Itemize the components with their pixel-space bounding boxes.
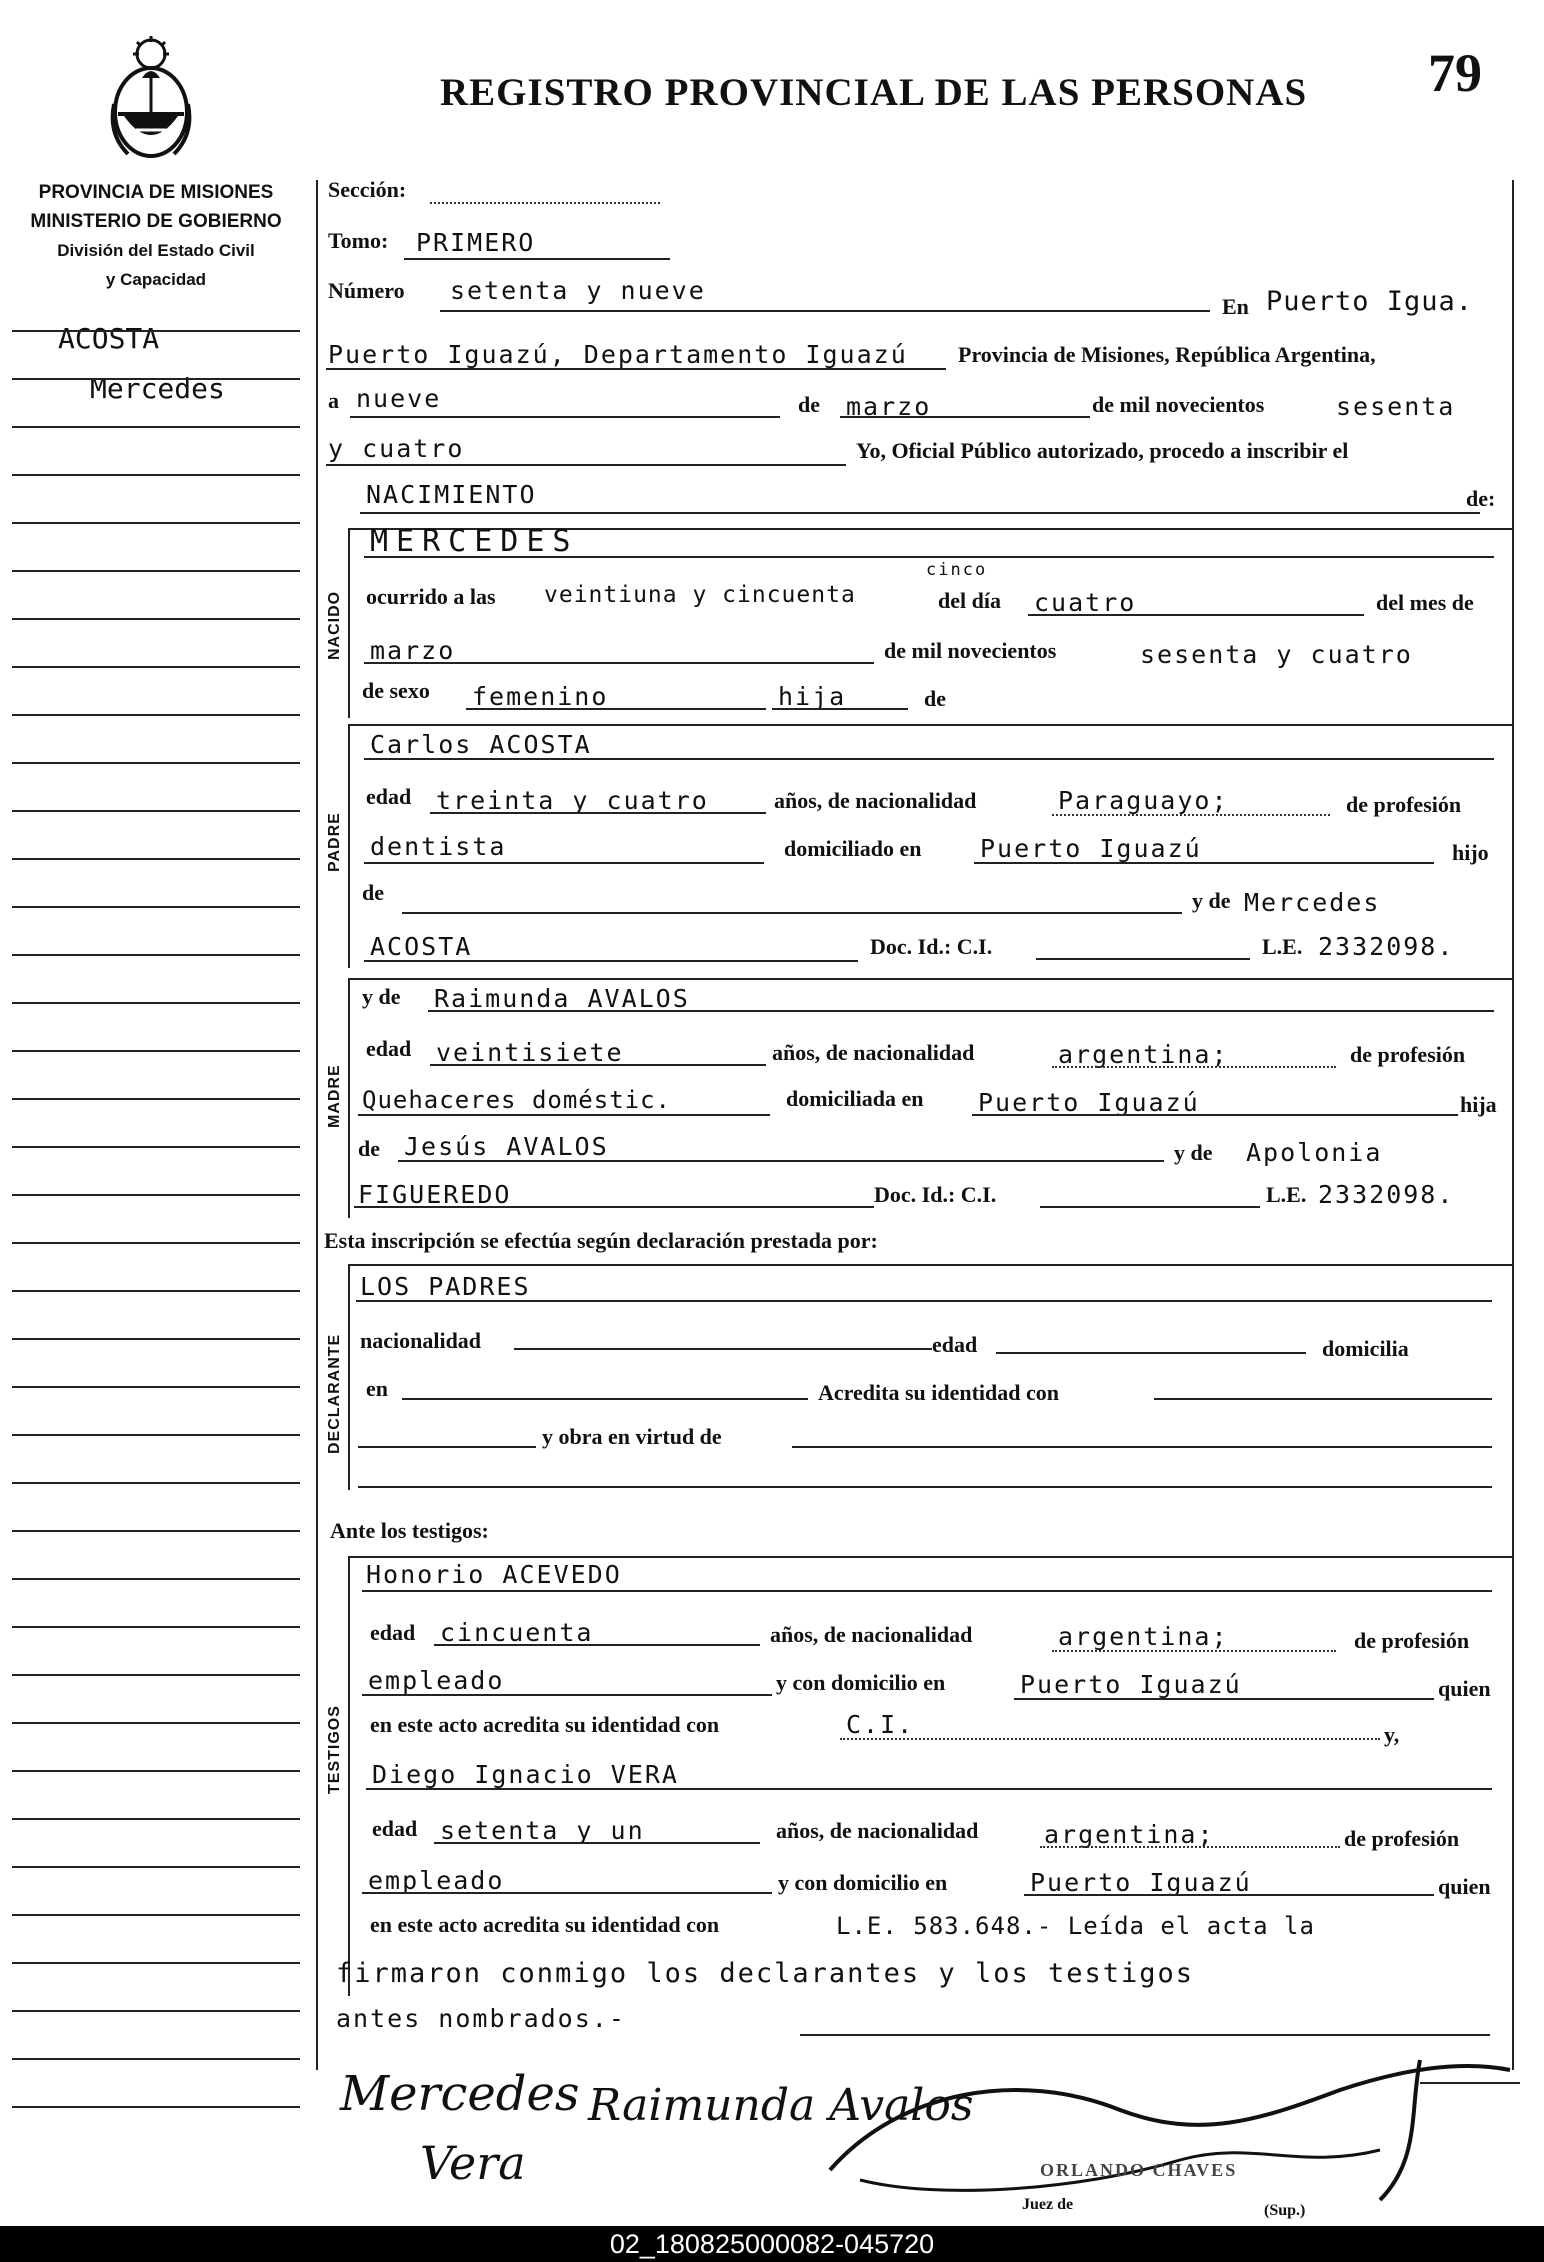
- mes-nac-line: [364, 662, 874, 664]
- anio-nac-value: sesenta y cuatro: [1140, 640, 1413, 669]
- margin-rule: [12, 1194, 300, 1196]
- madre-y-de-label: y de: [362, 984, 401, 1009]
- signature-mercedes: Mercedes: [340, 2066, 580, 2122]
- testigos-section-label: TESTIGOS: [326, 1705, 343, 1794]
- declarante-line: [356, 1300, 1492, 1302]
- declarante-section-label: DECLARANTE: [326, 1333, 343, 1454]
- padre-madre-line: [364, 960, 858, 962]
- margin-given-name: Mercedes: [90, 372, 225, 405]
- madre-madre-value-end: FIGUEREDO: [358, 1180, 512, 1209]
- margin-rule: [12, 1962, 300, 1964]
- madre-nombre-line: [428, 1010, 1494, 1012]
- de-mil2-label: de mil novecientos: [884, 638, 1057, 663]
- margin-rule: [12, 522, 300, 524]
- margin-rule: [12, 810, 300, 812]
- padre-nombre-value: Carlos ACOSTA: [370, 730, 592, 759]
- margin-rule: [12, 954, 300, 956]
- office-ministry: MINISTERIO DE GOBIERNO: [30, 211, 282, 232]
- form-right-border: [1512, 180, 1514, 2070]
- cierre-line-1: firmaron conmigo los declarantes y los testigos: [336, 1958, 1195, 1989]
- margin-rule: [12, 666, 300, 668]
- margin-rule: [12, 2058, 300, 2060]
- declarante-edad-line: [996, 1352, 1306, 1354]
- testigo1-edad-value: cincuenta: [440, 1618, 594, 1647]
- seccion-label: Sección:: [328, 177, 407, 202]
- testigo1-anios-label: años, de nacionalidad: [770, 1622, 973, 1647]
- padre-domiciliado-label: domiciliado en: [784, 836, 922, 861]
- dia-value: nueve: [356, 384, 442, 413]
- folio-number: 79: [1428, 43, 1482, 103]
- page-title: REGISTRO PROVINCIAL DE LAS PERSONAS: [440, 71, 1308, 114]
- testigo2-acredita-label: en este acto acredita su identidad con: [370, 1912, 720, 1937]
- testigos-top-border: [348, 1556, 1512, 1558]
- anio-value-end: y cuatro: [328, 434, 465, 463]
- padre-dom-value: Puerto Iguazú: [980, 834, 1202, 863]
- declarante-left-border: [348, 1264, 350, 1490]
- madre-edad-label: edad: [366, 1036, 412, 1061]
- madre-section-label: MADRE: [326, 1064, 343, 1128]
- madre-prof-value: Quehaceres doméstic.: [362, 1086, 671, 1114]
- numero-value: setenta y nueve: [450, 276, 706, 305]
- testigo1-dom-value: Puerto Iguazú: [1020, 1670, 1242, 1699]
- mes-line: [840, 416, 1090, 418]
- margin-rule: [12, 2010, 300, 2012]
- testigo2-nac-line: [1040, 1846, 1340, 1848]
- madre-prof-line: [358, 1114, 770, 1116]
- margin-surname: ACOSTA: [58, 322, 160, 355]
- margin-rule: [12, 426, 300, 428]
- padre-left-border: [348, 724, 350, 968]
- signature-raimunda: Raimunda Avalos: [588, 2080, 974, 2131]
- sup-label: (Sup.): [1264, 2202, 1306, 2219]
- declarante-value: LOS PADRES: [360, 1272, 531, 1301]
- testigo1-nac-line: [1052, 1650, 1336, 1652]
- hora-value: veintiuna y cincuenta: [544, 582, 856, 608]
- dia-nac-value: cuatro: [1034, 588, 1137, 617]
- padre-le-value: 2332098.: [1318, 932, 1455, 961]
- anio-value-start: sesenta: [1336, 392, 1456, 421]
- de-colon-label: de:: [1466, 486, 1496, 511]
- testigo2-nac-value: argentina;: [1044, 1820, 1215, 1849]
- sexo-value: femenino: [472, 682, 609, 711]
- numero-label: Número: [328, 278, 405, 303]
- testigo1-id-line: [840, 1738, 1380, 1740]
- declarante-bottom-line: [358, 1486, 1492, 1488]
- margin-rule: [12, 1818, 300, 1820]
- margin-rule: [12, 1770, 300, 1772]
- tomo-value: PRIMERO: [416, 228, 536, 257]
- cierre-line-2: antes nombrados.-: [336, 2004, 626, 2033]
- del-dia-label: del día: [938, 588, 1001, 613]
- margin-rule: [12, 1338, 300, 1340]
- testigo2-dom-line: [1024, 1894, 1434, 1896]
- declarante-acredita-line: [1154, 1398, 1492, 1400]
- padre-edad-label: edad: [366, 784, 412, 809]
- padre-de-label: de: [362, 880, 384, 905]
- de-sexo-label: de sexo: [362, 678, 430, 703]
- document-id-bar: 02_180825000082-045720: [0, 2226, 1544, 2262]
- argentine-coat-of-arms-icon: [106, 34, 196, 164]
- de-label-2: de: [924, 686, 946, 711]
- declarante-obra-line-2: [792, 1446, 1492, 1448]
- testigo1-prof-line: [362, 1694, 772, 1696]
- declarante-obra-label: y obra en virtud de: [542, 1424, 722, 1449]
- dia-nac-line: [1028, 614, 1364, 616]
- issuing-office: [8, 178, 304, 294]
- filiacion-line: [772, 708, 908, 710]
- esta-inscripcion-label: Esta inscripción se efectúa según declaración prestada por:: [324, 1228, 878, 1253]
- madre-padre-line: [398, 1160, 1164, 1162]
- tomo-line: [404, 258, 670, 260]
- testigo2-domicilio-label: y con domicilio en: [778, 1870, 948, 1895]
- margin-rule: [12, 1050, 300, 1052]
- cierre-line-2-rule: [800, 2034, 1490, 2036]
- declarante-domicilia-label: domicilia: [1322, 1336, 1409, 1361]
- right-margin-mark: [1420, 2082, 1520, 2084]
- mes-value: marzo: [846, 392, 932, 421]
- madre-madre-line: [354, 1206, 874, 1208]
- testigo1-nac-value: argentina;: [1058, 1622, 1229, 1651]
- madre-le-value: 2332098.: [1318, 1180, 1455, 1209]
- madre-edad-line: [430, 1064, 766, 1066]
- en-lugar-value: Puerto Iguazú, Departamento Iguazú: [328, 340, 908, 369]
- declarante-nac-label: nacionalidad: [360, 1328, 482, 1353]
- margin-rule: [12, 762, 300, 764]
- declarante-nac-line: [514, 1348, 932, 1350]
- nombre-line: [364, 556, 1494, 558]
- margin-rule: [12, 1722, 300, 1724]
- declarante-top-border: [348, 1264, 1512, 1266]
- de-label: de: [798, 392, 820, 417]
- office-capacity: y Capacidad: [105, 270, 207, 289]
- testigo1-acredita-label: en este acto acredita su identidad con: [370, 1712, 720, 1737]
- testigo2-edad-value: setenta y un: [440, 1816, 645, 1845]
- hora-correction: cinco: [926, 560, 988, 580]
- padre-madre-value-start: Mercedes: [1244, 888, 1381, 917]
- padre-hijo-label: hijo: [1452, 840, 1489, 865]
- madre-edad-value: veintisiete: [436, 1038, 624, 1067]
- margin-rule: [12, 1002, 300, 1004]
- margin-rule: [12, 474, 300, 476]
- madre-anios-label: años, de nacionalidad: [772, 1040, 975, 1065]
- margin-rule: [12, 906, 300, 908]
- padre-doc-label: Doc. Id.: C.I.: [870, 934, 993, 959]
- numero-line: [440, 310, 1210, 312]
- testigo1-prof-value: empleado: [368, 1666, 505, 1695]
- tomo-label: Tomo:: [328, 228, 389, 253]
- madre-le-label: L.E.: [1266, 1182, 1307, 1207]
- margin-rule: [12, 2106, 300, 2108]
- margin-rule: [12, 1866, 300, 1868]
- madre-doc-label: Doc. Id.: C.I.: [874, 1182, 997, 1207]
- madre-profesion-label: de profesión: [1350, 1042, 1466, 1067]
- padre-top-border: [348, 724, 1512, 726]
- form-left-border: [316, 180, 318, 2070]
- en-lugar-line: [326, 368, 946, 370]
- padre-edad-line: [430, 812, 766, 814]
- padre-y-de-label: y de: [1192, 888, 1231, 913]
- padre-prof-value: dentista: [370, 832, 507, 861]
- madre-top-border: [348, 978, 1512, 980]
- padre-section-label: PADRE: [326, 812, 343, 872]
- madre-nac-line: [1052, 1066, 1336, 1068]
- margin-rule: [12, 1290, 300, 1292]
- margin-rule: [12, 570, 300, 572]
- padre-hijo-de-line: [402, 912, 1182, 914]
- del-mes-label: del mes de: [1376, 590, 1474, 615]
- en-label: En: [1222, 294, 1249, 319]
- padre-edad-value: treinta y cuatro: [436, 786, 709, 815]
- margin-rule: [12, 1626, 300, 1628]
- anio-line: [326, 464, 846, 466]
- madre-dom-line: [972, 1114, 1458, 1116]
- margin-rule: [12, 1146, 300, 1148]
- margin-rule: [12, 714, 300, 716]
- testigo1-dom-line: [1014, 1698, 1434, 1700]
- margin-rule: [12, 1242, 300, 1244]
- testigo1-edad-label: edad: [370, 1620, 416, 1645]
- testigo2-edad-label: edad: [372, 1816, 418, 1841]
- testigo2-id-value: L.E. 583.648.- Leída el acta la: [836, 1912, 1315, 1940]
- padre-madre-value-end: ACOSTA: [370, 932, 473, 961]
- testigo1-nombre-value: Honorio ACEVEDO: [366, 1560, 622, 1589]
- madre-dom-value: Puerto Iguazú: [978, 1088, 1200, 1117]
- testigo1-profesion-label: de profesión: [1354, 1628, 1470, 1653]
- nacido-left-border: [348, 528, 350, 718]
- office-division: División del Estado Civil: [57, 241, 255, 260]
- de-mil-label: de mil novecientos: [1092, 392, 1265, 417]
- padre-anios-label: años, de nacionalidad: [774, 788, 977, 813]
- testigo1-y-label: y,: [1384, 1722, 1400, 1747]
- testigo2-quien-label: quien: [1438, 1874, 1491, 1899]
- testigo1-quien-label: quien: [1438, 1676, 1491, 1701]
- testigo2-edad-line: [434, 1842, 760, 1844]
- margin-rule: [12, 1434, 300, 1436]
- madre-left-border: [348, 978, 350, 1218]
- margin-rule: [12, 1914, 300, 1916]
- testigo2-anios-label: años, de nacionalidad: [776, 1818, 979, 1843]
- testigo1-domicilio-label: y con domicilio en: [776, 1670, 946, 1695]
- acto-value: NACIMIENTO: [366, 480, 537, 509]
- testigo1-edad-line: [434, 1644, 760, 1646]
- en-value-start: Puerto Igua.: [1266, 286, 1474, 317]
- testigo1-nombre-line: [362, 1590, 1492, 1592]
- ante-testigos-label: Ante los testigos:: [330, 1518, 489, 1543]
- padre-profesion-label: de profesión: [1346, 792, 1462, 817]
- yo-oficial-label: Yo, Oficial Público autorizado, procedo a inscribir el: [856, 438, 1349, 463]
- margin-rule: [12, 1674, 300, 1676]
- mes-nac-value: marzo: [370, 636, 456, 665]
- testigo2-nombre-line: [366, 1788, 1492, 1790]
- a-label: a: [328, 388, 339, 413]
- declarante-obra-line-1: [358, 1446, 536, 1448]
- declarante-en-line: [402, 1398, 808, 1400]
- stamp-name: ORLANDO CHAVES: [1040, 2160, 1238, 2180]
- margin-rule: [12, 378, 300, 380]
- padre-ci-line: [1036, 958, 1250, 960]
- padre-nac-value: Paraguayo;: [1058, 786, 1229, 815]
- madre-nac-value: argentina;: [1058, 1040, 1229, 1069]
- provincia-label: Provincia de Misiones, República Argentina,: [958, 342, 1376, 367]
- dia-line: [350, 416, 780, 418]
- margin-rule: [12, 1578, 300, 1580]
- margin-rule: [12, 330, 300, 332]
- filiacion-value: hija: [778, 682, 847, 711]
- testigo2-dom-value: Puerto Iguazú: [1030, 1868, 1252, 1897]
- madre-nombre-value: Raimunda AVALOS: [434, 984, 690, 1013]
- madre-madre-value-start: Apolonia: [1246, 1138, 1383, 1167]
- signature-vera: Vera: [420, 2136, 526, 2190]
- padre-nac-line: [1052, 814, 1330, 816]
- madre-y-de2-label: y de: [1174, 1140, 1213, 1165]
- margin-rule: [12, 1386, 300, 1388]
- testigos-left-border: [348, 1556, 350, 1996]
- padre-prof-line: [364, 862, 764, 864]
- sexo-line: [466, 708, 766, 710]
- margin-rule: [12, 858, 300, 860]
- madre-padre-value: Jesús AVALOS: [404, 1132, 609, 1161]
- margin-rule: [12, 1530, 300, 1532]
- nacido-section-label: NACIDO: [326, 590, 343, 660]
- margin-rule: [12, 1098, 300, 1100]
- padre-dom-line: [974, 862, 1434, 864]
- testigo2-profesion-label: de profesión: [1344, 1826, 1460, 1851]
- testigo2-nombre-value: Diego Ignacio VERA: [372, 1760, 679, 1789]
- margin-rule: [12, 1482, 300, 1484]
- padre-nombre-line: [364, 758, 1494, 760]
- madre-ci-line: [1040, 1206, 1260, 1208]
- seccion-field: [430, 202, 660, 204]
- acto-line: [360, 512, 1480, 514]
- madre-de-label: de: [358, 1136, 380, 1161]
- nombre-value: MERCEDES: [370, 524, 579, 559]
- juez-label: Juez de: [1022, 2196, 1074, 2213]
- testigo2-prof-value: empleado: [368, 1866, 505, 1895]
- official-signature-flourish: [820, 2050, 1520, 2210]
- padre-le-label: L.E.: [1262, 934, 1303, 959]
- testigo2-prof-line: [362, 1892, 772, 1894]
- madre-hija-label: hija: [1460, 1092, 1497, 1117]
- declarante-edad-label: edad: [932, 1332, 978, 1357]
- margin-rule: [12, 618, 300, 620]
- madre-domiciliada-label: domiciliada en: [786, 1086, 924, 1111]
- office-province: PROVINCIA DE MISIONES: [38, 182, 274, 203]
- ocurrido-label: ocurrido a las: [366, 584, 496, 609]
- declarante-acredita-label: Acredita su identidad con: [818, 1380, 1060, 1405]
- testigo1-id-value: C.I.: [846, 1710, 915, 1739]
- declarante-en-label: en: [366, 1376, 388, 1401]
